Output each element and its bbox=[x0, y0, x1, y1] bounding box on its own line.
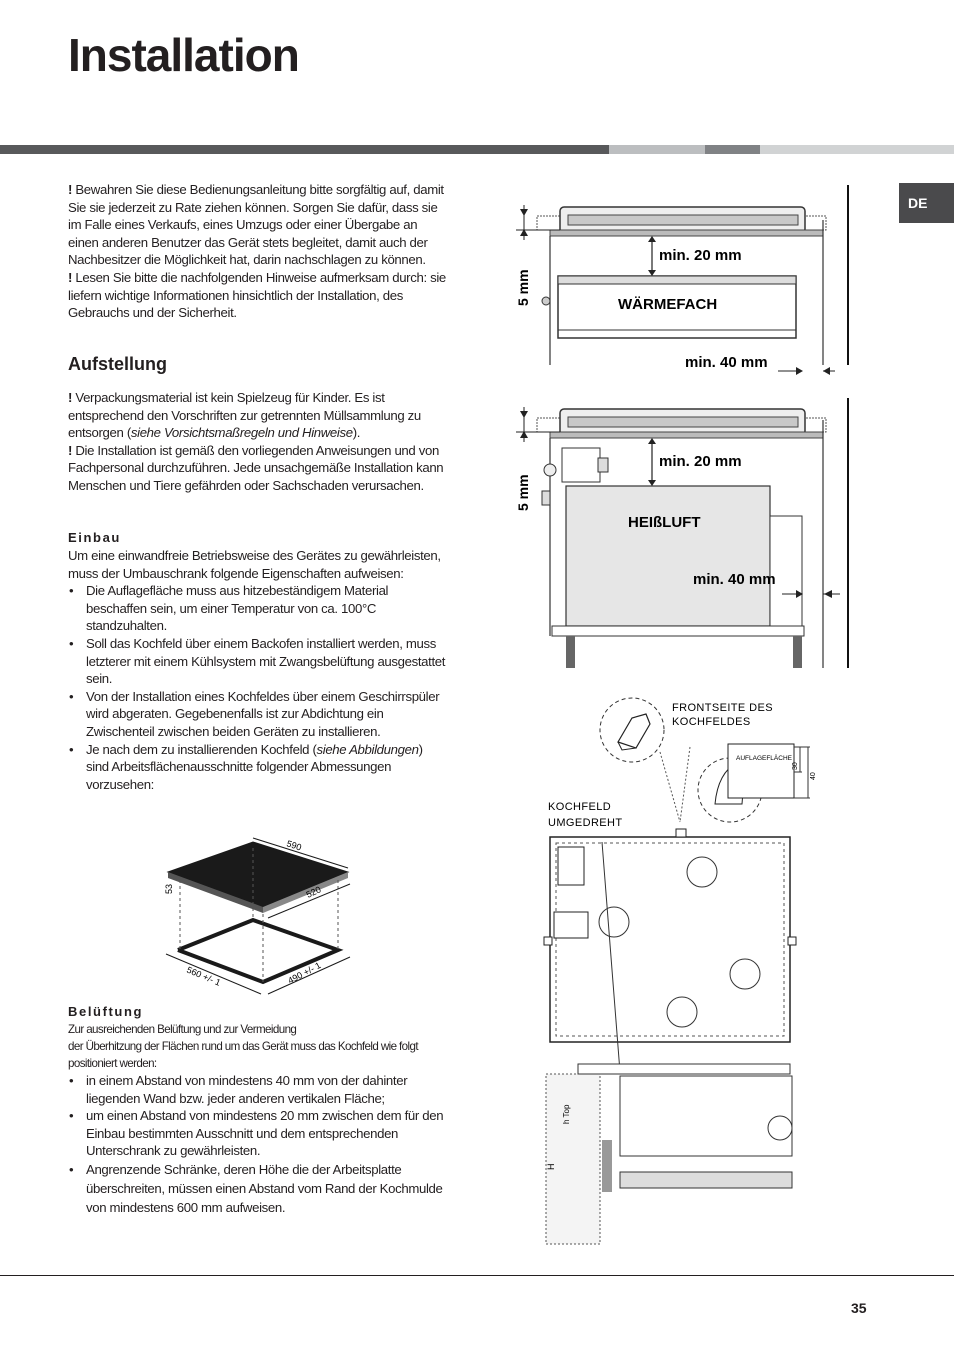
label-min-40mm: min. 40 mm bbox=[685, 354, 768, 371]
footer-rule bbox=[0, 1275, 954, 1276]
fan-vent bbox=[599, 907, 629, 937]
dim-cut-width: 560 +/- 1 bbox=[185, 964, 223, 988]
einbau-list bbox=[68, 582, 446, 793]
knob bbox=[542, 297, 550, 305]
aufstellung-section bbox=[68, 389, 446, 495]
fan-vent bbox=[687, 857, 717, 887]
fan-vent bbox=[730, 959, 760, 989]
leader-line bbox=[660, 752, 680, 822]
label-h-top: h Top bbox=[562, 1104, 571, 1124]
bracket-slot bbox=[676, 829, 686, 837]
aufstellung-paragraph-2: ! Die Installation ist gemäß den vorliegenden Anweisungen und von Fachpersonal durchzuführen. Jede unsachgemäße Installation kann Menschen und Tiere gefährden oder Sachschaden verursachen. bbox=[68, 442, 444, 493]
belueftung-intro-2: der Überhitzung der Flächen rund um das Gerät muss das Kochfeld wie folgt positioniert werden: bbox=[68, 1040, 418, 1070]
dim-width: 590 bbox=[285, 838, 303, 853]
intro-section bbox=[68, 181, 446, 322]
leader-line bbox=[680, 747, 690, 822]
label-dim-30: 30 bbox=[792, 762, 799, 770]
oven-body bbox=[566, 486, 770, 626]
component-box bbox=[554, 912, 588, 938]
oven-foot bbox=[566, 636, 575, 668]
header-band-dark bbox=[0, 145, 609, 154]
hob-body-section bbox=[620, 1076, 792, 1156]
list-item: • Soll das Kochfeld über einem Backofen installiert werden, muss letzterer mit einem Kühlsystem mit Zwangsbelüftung ausgestattet sein. bbox=[68, 635, 446, 688]
page-title: Installation bbox=[68, 29, 299, 81]
belueftung-intro-1: Zur ausreichenden Belüftung und zur Vermeidung bbox=[68, 1023, 297, 1036]
figure-heissluft bbox=[510, 398, 870, 673]
bracket-section bbox=[620, 1172, 792, 1188]
bracket-slot bbox=[544, 937, 552, 945]
label-min-20mm: min. 20 mm bbox=[659, 453, 742, 470]
label-kochfeld-2: UMGEDREHT bbox=[548, 817, 623, 829]
list-item: • Je nach dem zu installierenden Kochfeld (siehe Abbildungen) sind Arbeitsflächenausschnitte folgender Abmessungen vorzusehen: bbox=[68, 741, 446, 794]
worktop-hatched bbox=[546, 1074, 600, 1244]
hob-glass bbox=[568, 215, 798, 225]
label-5mm: 5 mm bbox=[515, 269, 531, 306]
arrowhead bbox=[520, 411, 528, 418]
hob-edge-section bbox=[578, 1064, 790, 1074]
list-item: • in einem Abstand von mindestens 40 mm von der dahinter liegenden Wand bzw. jeder anderen vertikalen Fläche; bbox=[68, 1072, 446, 1107]
label-kochfeld-1: KOCHFELD bbox=[548, 801, 612, 813]
label-dim-40: 40 bbox=[810, 772, 817, 780]
label-H: H bbox=[546, 1163, 556, 1170]
list-item: • Die Auflagefläche muss aus hitzebeständigem Material beschaffen sein, um einer Temperatur von ca. 100°C standzuhalten. bbox=[68, 582, 446, 635]
arrowhead bbox=[648, 480, 656, 486]
belueftung-section bbox=[68, 1021, 446, 1217]
oven-base bbox=[552, 626, 804, 636]
worktop-section bbox=[728, 744, 794, 798]
aufstellung-paragraph-1: ! Verpackungsmaterial ist kein Spielzeug für Kinder. Es ist entsprechend den Vorschriften zur getrennten Müllsammlung zu entsorgen (siehe Vorsichtsmaßregeln und Hinweise). bbox=[68, 390, 421, 441]
dim-height: 53 bbox=[164, 883, 174, 894]
oven-latch bbox=[598, 458, 608, 472]
oven-foot bbox=[793, 636, 802, 668]
dim-depth: 520 bbox=[304, 884, 323, 900]
oven-knob bbox=[544, 464, 556, 476]
belueftung-list bbox=[68, 1072, 446, 1217]
heading-belueftung: Belüftung bbox=[68, 1004, 144, 1019]
arrowhead bbox=[796, 367, 803, 375]
intro-paragraph-2: ! Lesen Sie bitte die nachfolgenden Hinweise aufmerksam durch: sie liefern wichtige Informationen hinsichtlich der Installation, des Gebrauchs und der Sicherheit. bbox=[68, 269, 446, 321]
terminal-block bbox=[558, 847, 584, 885]
list-item: • um einen Abstand von mindestens 20 mm zwischen dem für den Einbau bestimmten Ausschnitt und dem entsprechenden Unterschrank zu gewährleisten. bbox=[68, 1107, 446, 1160]
heading-einbau: Einbau bbox=[68, 530, 121, 545]
heading-aufstellung: Aufstellung bbox=[68, 354, 167, 374]
intro-paragraph-1: ! Bewahren Sie diese Bedienungsanleitung bitte sorgfältig auf, damit Sie sie jederzeit zu Rate ziehen können. Sorgen Sie dafür, dass sie im Falle eines Verkaufs, eines Umzugs oder einer Übergabe an einen anderen Benutzer das Gerät stets begleitet, damit auch der Nachbesitzer die Möglichkeit hat, darin nachschlagen zu können. bbox=[68, 182, 444, 268]
arrowhead bbox=[648, 270, 656, 276]
label-min-40mm: min. 40 mm bbox=[693, 571, 776, 588]
header-band-mid bbox=[705, 145, 760, 154]
arrowhead bbox=[648, 236, 656, 242]
label-auflageflaeche: AUFLAGEFLÄCHE bbox=[736, 755, 792, 762]
cutout-dimension-figure bbox=[158, 832, 358, 1002]
label-frontseite-2: KOCHFELDES bbox=[672, 716, 751, 728]
dim-cut-depth: 490 +/- 1 bbox=[286, 960, 323, 986]
page-number: 35 bbox=[851, 1300, 867, 1316]
drawer-top bbox=[558, 276, 796, 284]
arrowhead bbox=[648, 438, 656, 444]
list-item: • Angrenzende Schränke, deren Höhe die der Arbeitsplatte überschreiten, müssen einen Abstand vom Rand der Kochmulde von mindestens 600 mm aufweisen. bbox=[68, 1160, 446, 1217]
header-band-pale bbox=[760, 145, 954, 154]
bracket-slot bbox=[788, 937, 796, 945]
hob-top-surface bbox=[168, 842, 348, 907]
label-frontseite-1: FRONTSEITE DES bbox=[672, 702, 773, 714]
label-min-20mm: min. 20 mm bbox=[659, 247, 742, 264]
hob-vent-section bbox=[768, 1116, 792, 1140]
figure-bracket-mounting bbox=[540, 692, 817, 1252]
label-warmefach: WÄRMEFACH bbox=[618, 296, 718, 313]
einbau-intro: Um eine einwandfreie Betriebsweise des Gerätes zu gewährleisten, muss der Umbauschrank folgende Eigenschaften aufweisen: bbox=[68, 548, 441, 581]
list-item: • Von der Installation eines Kochfeldes über einem Geschirrspüler wird abgeraten. Gegebenenfalls ist zur Abdichtung ein Zwischenteil zwischen beiden Geräten zu installieren. bbox=[68, 688, 446, 741]
header-band-light bbox=[609, 145, 705, 154]
label-5mm: 5 mm bbox=[515, 474, 531, 511]
oven-control-panel bbox=[562, 448, 600, 482]
hob-glass bbox=[568, 417, 798, 427]
fixing-screw bbox=[602, 1140, 612, 1192]
worktop bbox=[550, 230, 823, 236]
figure-warmefach bbox=[510, 180, 870, 380]
language-tab: DE bbox=[899, 183, 954, 223]
oven-handle bbox=[542, 491, 550, 505]
arrowhead bbox=[823, 367, 830, 375]
arrowhead bbox=[824, 590, 832, 598]
einbau-section bbox=[68, 547, 446, 793]
arrowhead bbox=[520, 209, 528, 216]
fan-vent bbox=[667, 997, 697, 1027]
worktop bbox=[550, 432, 823, 438]
label-heissluft: HEIßLUFT bbox=[628, 514, 701, 531]
